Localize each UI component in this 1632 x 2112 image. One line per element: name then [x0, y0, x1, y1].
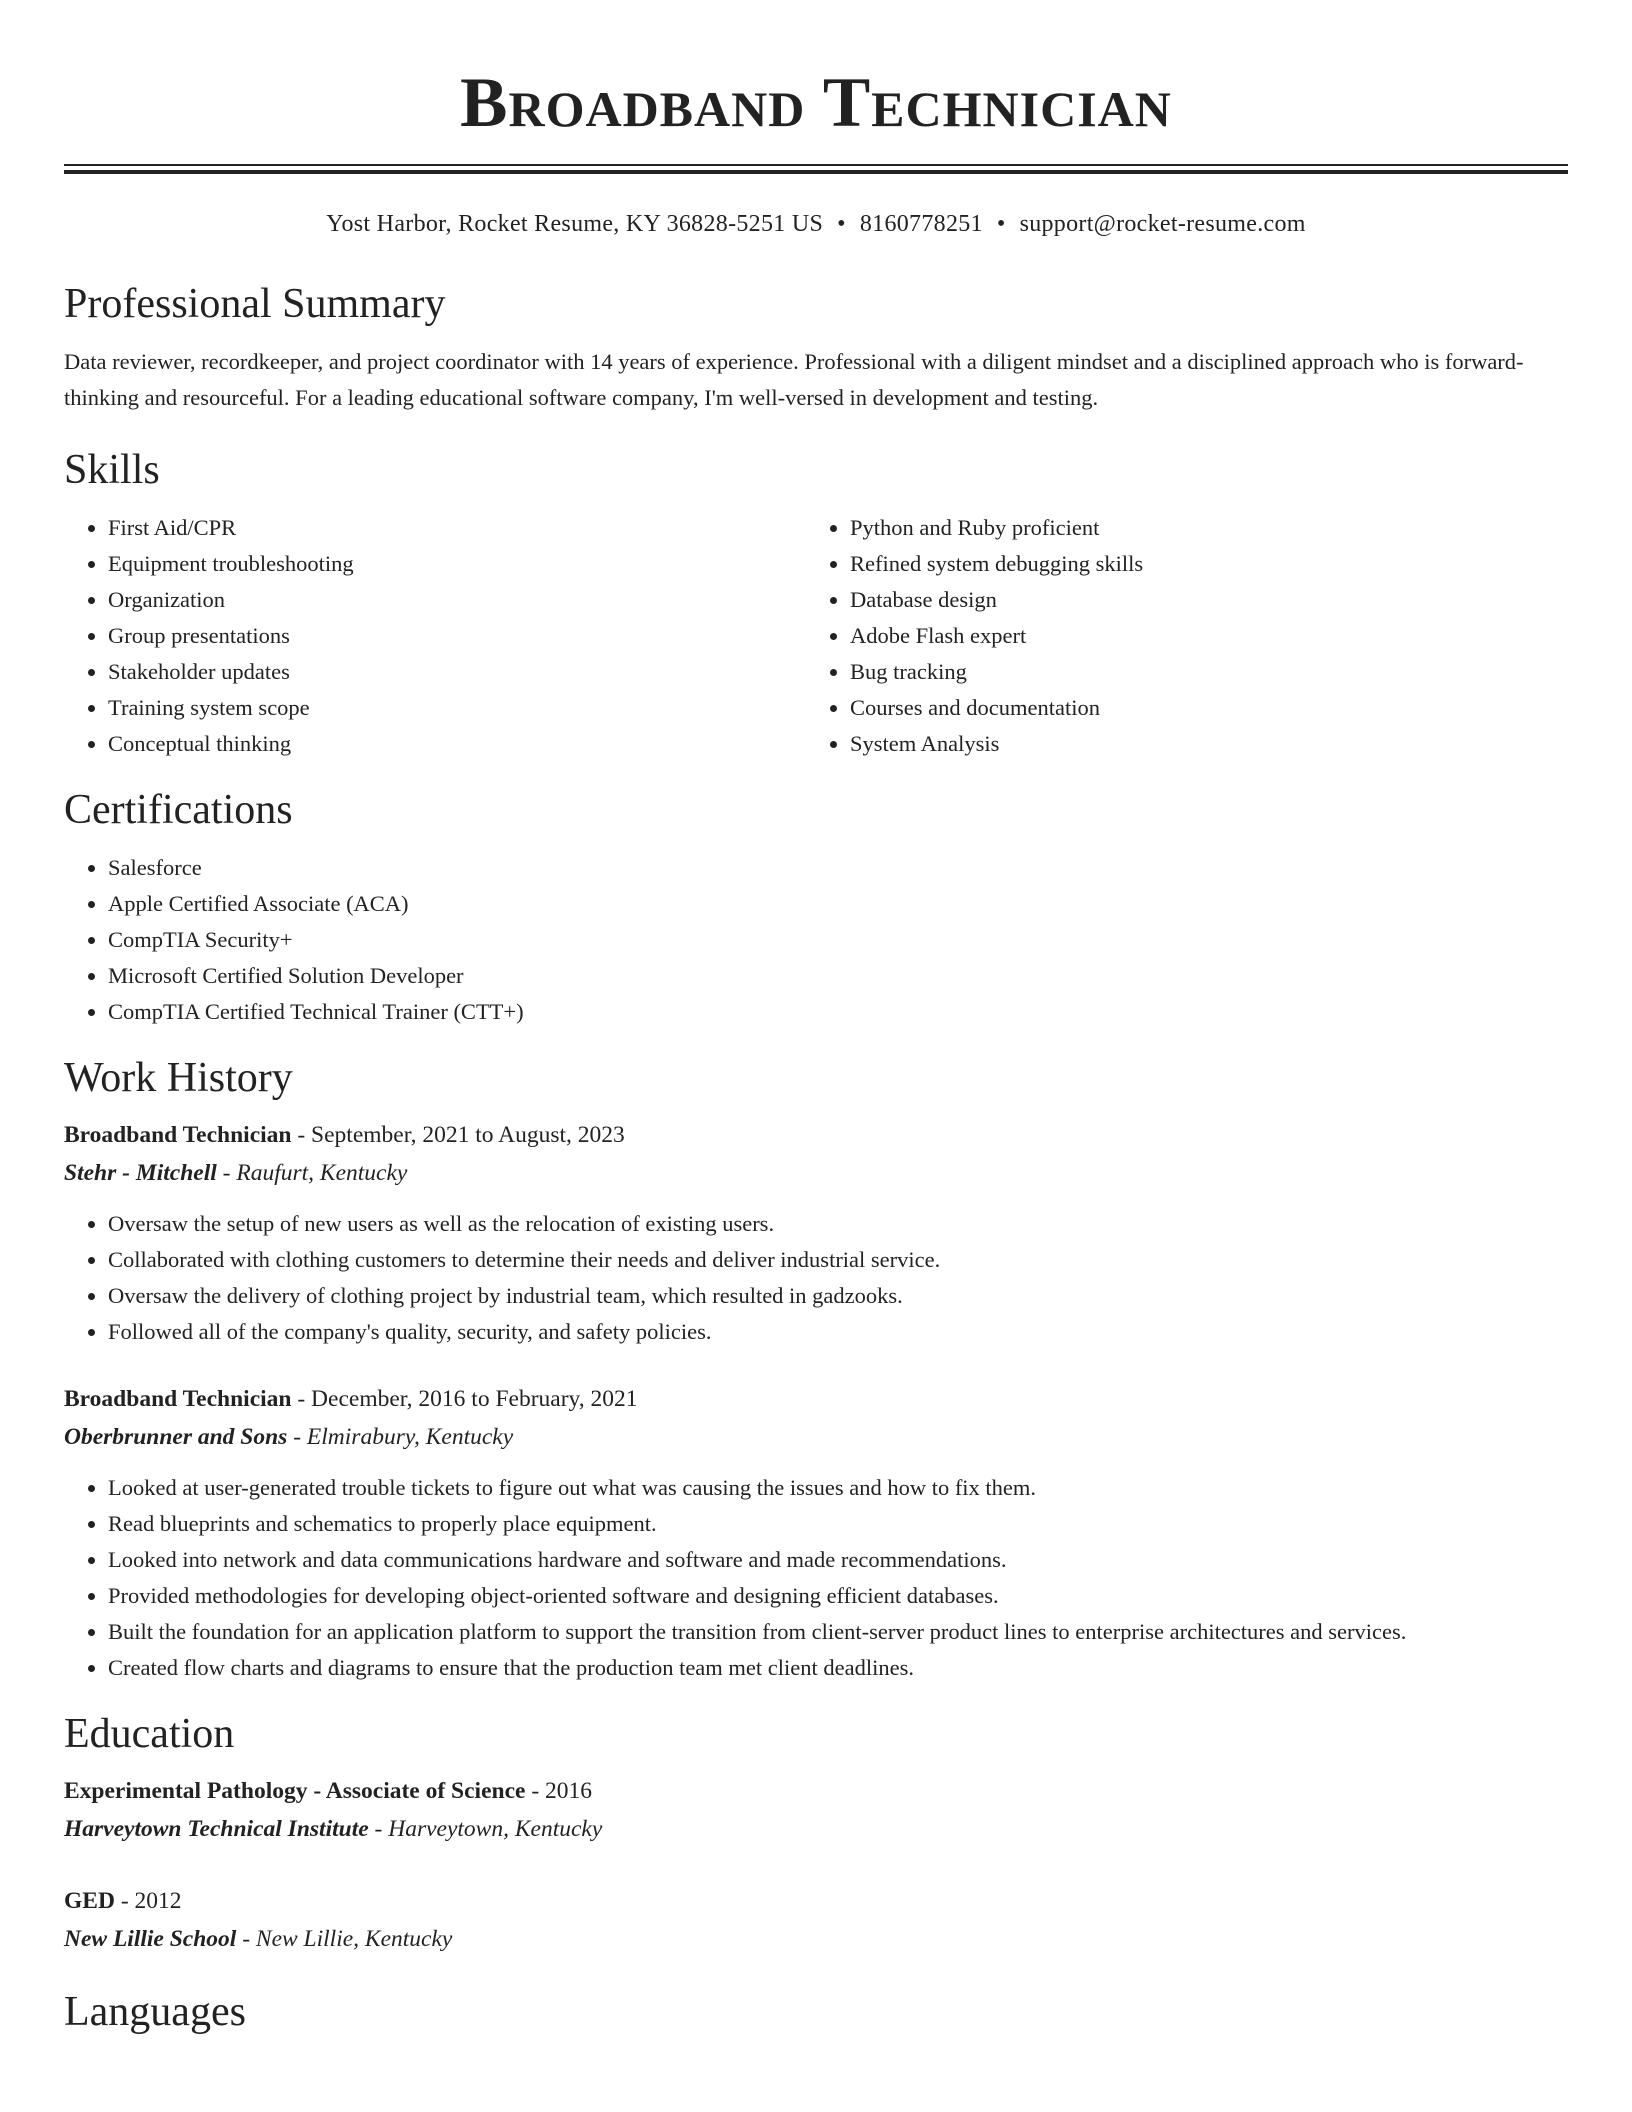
job-duty: • Looked into network and data communications hardware and software and made recommendations. — [108, 1542, 1568, 1578]
education-header — [64, 1882, 1568, 1920]
education-year: - 2012 — [114, 1888, 182, 1914]
title-divider — [64, 164, 1568, 174]
education-section — [64, 1708, 1568, 1958]
job-company: Stehr - Mitchell — [64, 1160, 217, 1186]
education-school-line — [64, 1920, 1568, 1958]
contact-email: support@rocket-resume.com — [1019, 211, 1306, 237]
education-location: - Harveytown, Kentucky — [368, 1816, 603, 1842]
education-degree: GED — [64, 1888, 115, 1914]
skill-item: • First Aid/CPR — [108, 510, 806, 546]
skill-item: • Stakeholder updates — [108, 654, 806, 690]
contact-address: Yost Harbor, Rocket Resume, KY 36828-5251 US — [326, 211, 824, 237]
skills-list-right — [806, 510, 1548, 762]
education-entry — [64, 1882, 1568, 1958]
certification-item: • Salesforce — [108, 850, 1568, 886]
job-employer — [64, 1154, 1568, 1192]
job-location: - Elmirabury, Kentucky — [287, 1424, 514, 1450]
certification-item: • CompTIA Certified Technical Trainer (CTT+) — [108, 994, 1568, 1030]
job-duty: • Oversaw the delivery of clothing project by industrial team, which resulted in gadzooks. — [108, 1278, 1568, 1314]
certifications-heading: Certifications — [64, 787, 293, 833]
job-duty: • Created flow charts and diagrams to ensure that the production team met client deadlines. — [108, 1650, 1568, 1686]
skill-item: • Training system scope — [108, 690, 806, 726]
job-duty: • Collaborated with clothing customers to determine their needs and deliver industrial service. — [108, 1242, 1568, 1278]
education-location: - New Lillie, Kentucky — [236, 1926, 453, 1952]
languages-section — [64, 1986, 1568, 2038]
skills-section — [64, 444, 1568, 762]
contact-line — [64, 208, 1568, 240]
education-entry — [64, 1772, 1568, 1848]
certification-item: • Apple Certified Associate (ACA) — [108, 886, 1568, 922]
skill-item: • Organization — [108, 582, 806, 618]
job-duties-list — [64, 1470, 1568, 1686]
skills-heading: Skills — [64, 447, 160, 493]
skills-columns — [64, 510, 1568, 762]
resume-title: Broadband Technician — [460, 64, 1172, 142]
skill-item: • Conceptual thinking — [108, 726, 806, 762]
contact-separator: • — [837, 211, 846, 237]
certifications-section — [64, 784, 1568, 1030]
skill-item: • Database design — [850, 582, 1548, 618]
contact-separator: • — [996, 211, 1006, 237]
certification-item: • CompTIA Security+ — [108, 922, 1568, 958]
job-dates: - December, 2016 to February, 2021 — [291, 1386, 638, 1412]
education-heading: Education — [64, 1711, 235, 1757]
job-duty: • Built the foundation for an application platform to support the transition from client-server product lines to enterprise architectures and services. — [108, 1614, 1568, 1650]
job-dates: - September, 2021 to August, 2023 — [291, 1122, 625, 1148]
work-history-heading: Work History — [64, 1055, 293, 1101]
skill-item: • Equipment troubleshooting — [108, 546, 806, 582]
skills-list-left — [64, 510, 806, 762]
summary-text: Data reviewer, recordkeeper, and project coordinator with 14 years of experience. Professional with a diligent mindset and a disciplined approach who is forward-thinking and resourceful. For a leading educational software company, I'm well-versed in development and testing. — [64, 349, 1524, 410]
education-school: New Lillie School — [64, 1926, 237, 1952]
job-company: Oberbrunner and Sons — [64, 1424, 288, 1450]
job-duty: • Provided methodologies for developing object-oriented software and designing efficient databases. — [108, 1578, 1568, 1614]
job-duty: • Looked at user-generated trouble tickets to figure out what was causing the issues and how to fix them. — [108, 1470, 1568, 1506]
job-employer — [64, 1418, 1568, 1456]
skills-column-left — [64, 510, 806, 762]
certifications-list — [64, 850, 1568, 1030]
job-header — [64, 1380, 1568, 1418]
skill-item: • Group presentations — [108, 618, 806, 654]
skill-item: • System Analysis — [850, 726, 1548, 762]
job-location: - Raufurt, Kentucky — [216, 1160, 408, 1186]
job-title: Broadband Technician — [64, 1122, 292, 1148]
summary-heading: Professional Summary — [64, 281, 446, 327]
skill-item: • Python and Ruby proficient — [850, 510, 1548, 546]
certification-item: • Microsoft Certified Solution Developer — [108, 958, 1568, 994]
education-school: Harveytown Technical Institute — [64, 1816, 369, 1842]
job-entry — [64, 1116, 1568, 1350]
skill-item: • Adobe Flash expert — [850, 618, 1548, 654]
skill-item: • Bug tracking — [850, 654, 1548, 690]
contact-phone: 8160778251 — [859, 211, 983, 237]
job-duties-list — [64, 1206, 1568, 1350]
skill-item: • Courses and documentation — [850, 690, 1548, 726]
skill-item: • Refined system debugging skills — [850, 546, 1548, 582]
job-duty: • Read blueprints and schematics to properly place equipment. — [108, 1506, 1568, 1542]
education-school-line — [64, 1810, 1568, 1848]
job-duty: • Oversaw the setup of new users as well as the relocation of existing users. — [108, 1206, 1568, 1242]
work-history-section — [64, 1052, 1568, 1686]
job-entry — [64, 1380, 1568, 1686]
job-duty: • Followed all of the company's quality, security, and safety policies. — [108, 1314, 1568, 1350]
education-header — [64, 1772, 1568, 1810]
job-header — [64, 1116, 1568, 1154]
job-title: Broadband Technician — [64, 1386, 292, 1412]
education-year: - 2016 — [525, 1778, 593, 1804]
skills-column-right — [806, 510, 1548, 762]
languages-heading: Languages — [64, 1989, 246, 2035]
education-degree: Experimental Pathology - Associate of Science — [64, 1778, 526, 1804]
resume-page — [64, 0, 1568, 2038]
summary-section — [64, 278, 1568, 416]
